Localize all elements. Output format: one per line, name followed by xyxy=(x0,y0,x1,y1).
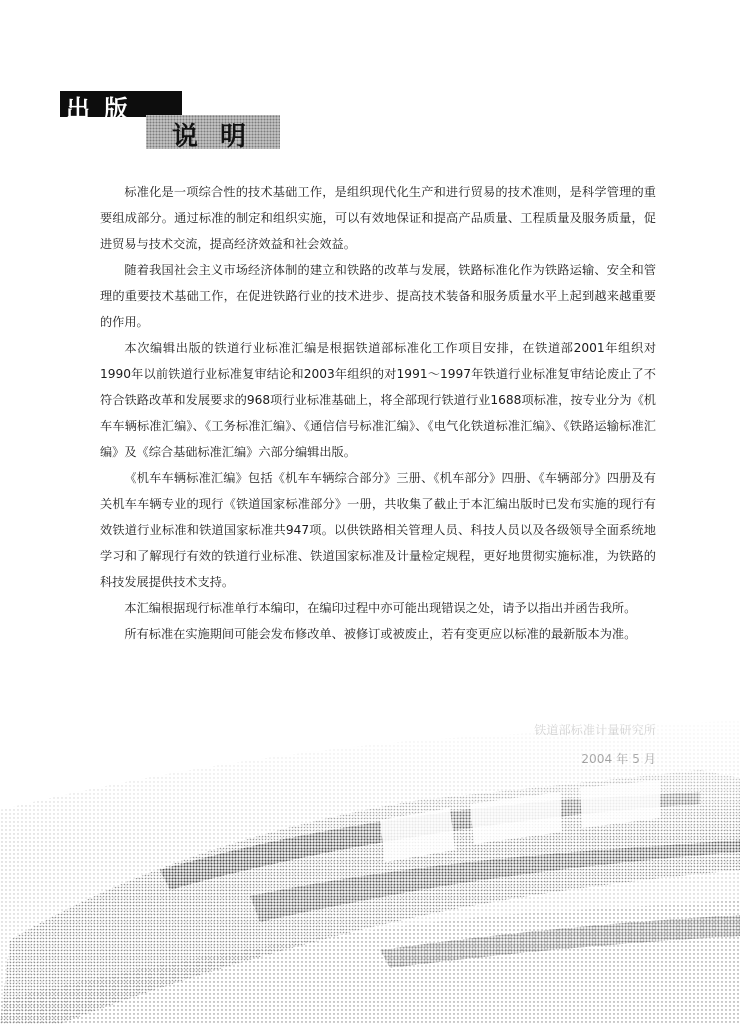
header-title-line1: 出版 xyxy=(66,94,142,123)
body-text xyxy=(100,179,656,647)
paragraph-1: 标准化是一项综合性的技术基础工作，是组织现代化生产和进行贸易的技术准则，是科学管理的重要组成部分。通过标准的制定和组织实施，可以有效地保证和提高产品质量、工程质量及服务质量，促进贸易与技术交流，提高经济效益和社会效益。 xyxy=(100,185,656,251)
paragraph-6: 所有标准在实施期间可能会发布修改单、被修订或被废止，若有变更应以标准的最新版本为准。 xyxy=(124,627,637,641)
paragraph-2: 随着我国社会主义市场经济体制的建立和铁路的改革与发展，铁路标准化作为铁路运输、安全和管理的重要技术基础工作，在促进铁路行业的技术进步、提高技术装备和服务质量水平上起到越来越重要的作用。 xyxy=(100,263,656,329)
header-title-line2: 说明 xyxy=(172,122,269,152)
halftone-train-illustration xyxy=(0,700,740,1024)
paragraph-5: 本汇编根据现行标准单行本编印，在编印过程中亦可能出现错误之处，请予以指出并函告我所。 xyxy=(124,601,637,615)
paragraph-3: 本次编辑出版的铁道行业标准汇编是根据铁道部标准化工作项目安排，在铁道部2001年组织对1990年以前铁道行业标准复审结论和2003年组织的对1991～1997年铁道行业标准复审结论废止了不符合铁路改革和发展要求的968项行业标准基础上，将全部现行铁道行业1688项标准，按专业分为《机车车辆标准汇编》、《工务标准汇编》、《通信信号标准汇编》、《电气化铁道标准汇编》、《铁路运输标准汇编》及《综合基础标准汇编》六部分编辑出版。 xyxy=(100,341,656,459)
header-title-bar-1 xyxy=(60,91,182,123)
paragraph-4: 《机车车辆标准汇编》包括《机车车辆综合部分》三册、《机车部分》四册、《车辆部分》四册及有关机车车辆专业的现行《铁道国家标准部分》一册，共收集了截止于本汇编出版时已发布实施的现行有效铁道行业标准和铁道国家标准共947项。以供铁路相关管理人员、科技人员以及各级领导全面系统地学习和了解现行有效的铁道行业标准、铁道国家标准及计量检定规程，更好地贯彻实施标准，为铁路的科技发展提供技术支持。 xyxy=(100,471,656,589)
header-title-bar-2 xyxy=(146,115,280,152)
